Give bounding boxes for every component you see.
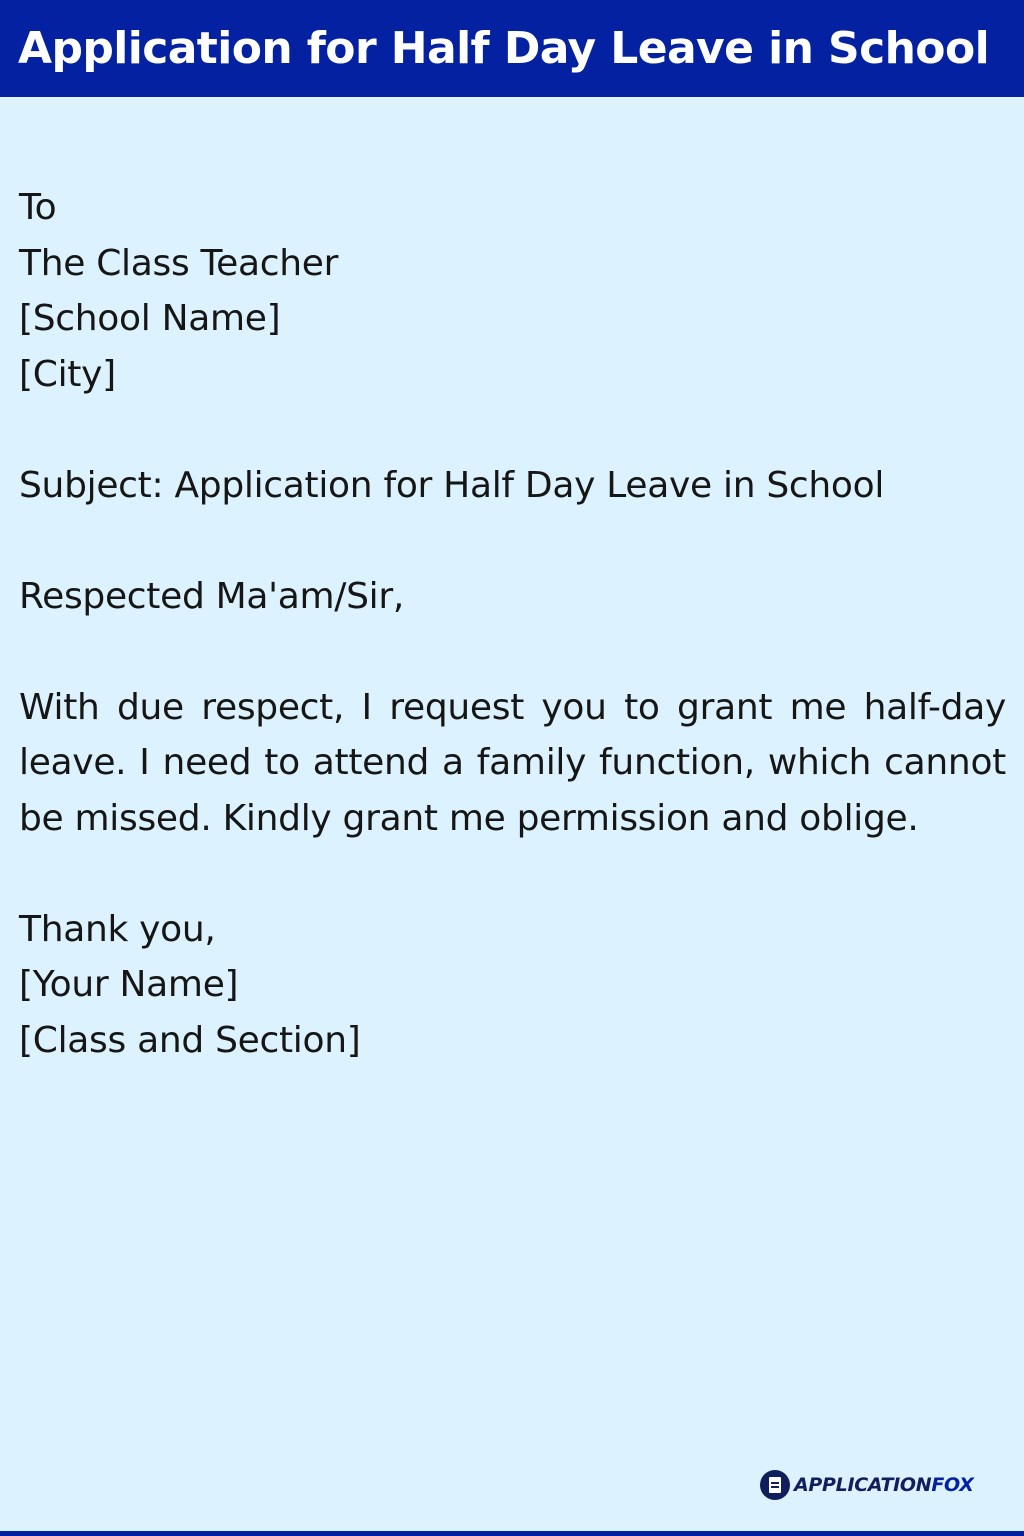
letter-body	[19, 180, 1006, 1068]
brand-logo	[760, 1469, 974, 1501]
page-title: Application for Half Day Leave in School	[18, 23, 990, 74]
signature-class: [Class and Section]	[19, 1019, 361, 1061]
recipient-line-to: To	[19, 187, 57, 228]
recipient-line-title: The Class Teacher	[19, 242, 339, 284]
signature-name: [Your Name]	[19, 964, 239, 1005]
page-header	[0, 0, 1024, 97]
brand-logo-secondary: FOX	[931, 1474, 974, 1496]
closing-line: Thank you,	[19, 908, 216, 950]
spacer	[19, 513, 1006, 569]
recipient-line-school: [School Name]	[19, 298, 281, 339]
recipient-line-city: [City]	[19, 353, 116, 395]
document-icon	[760, 1470, 790, 1500]
spacer	[19, 846, 1006, 902]
body-paragraph: With due respect, I request you to grant me half-day leave. I need to attend a family function, which cannot be missed. Kindly grant me permission and oblige.	[19, 686, 1006, 839]
subject-line: Subject: Application for Half Day Leave in School	[19, 464, 885, 506]
bottom-border	[0, 1531, 1024, 1536]
salutation: Respected Ma'am/Sir,	[19, 575, 405, 617]
brand-logo-primary: APPLICATION	[794, 1474, 932, 1496]
brand-logo-text	[794, 1474, 974, 1496]
spacer	[19, 402, 1006, 458]
spacer	[19, 624, 1006, 680]
